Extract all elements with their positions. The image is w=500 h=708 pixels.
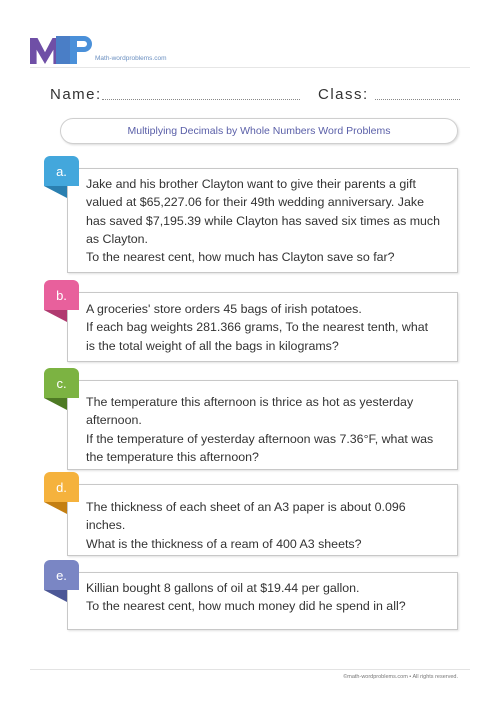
- question-b-tab: b.: [44, 280, 79, 310]
- question-a-text: [86, 175, 447, 266]
- question-a-tab: a.: [44, 156, 79, 186]
- question-d-fold: [44, 502, 67, 514]
- question-d-box: [67, 484, 458, 556]
- question-line: inches.: [86, 518, 126, 533]
- question-line: What is the thickness of a ream of 400 A3 sheets?: [86, 536, 362, 551]
- question-line: Jake and his brother Clayton want to give their parents a gift: [86, 177, 416, 191]
- name-field[interactable]: [102, 99, 300, 100]
- worksheet-title: Multiplying Decimals by Whole Numbers Word Problems: [127, 125, 391, 137]
- question-line: as Clayton.: [86, 231, 148, 246]
- name-label: Name:: [50, 86, 102, 103]
- worksheet-title-box: [60, 118, 458, 144]
- question-c-fold: [44, 398, 67, 410]
- question-c-box: [67, 380, 458, 470]
- question-a-fold: [44, 186, 67, 198]
- question-e-box: [67, 572, 458, 630]
- footer-divider: [30, 669, 470, 670]
- question-line: If the temperature of yesterday afternoon was 7.36°F, what was: [86, 431, 434, 446]
- question-line: The temperature this afternoon is thrice as hot as yesterday: [86, 395, 414, 409]
- question-a-box: [67, 168, 458, 273]
- question-c-tab: c.: [44, 368, 79, 398]
- question-e-fold: [44, 590, 67, 602]
- question-c-text: [86, 393, 447, 466]
- header-divider: [30, 67, 470, 68]
- question-line: A groceries' store orders 45 bags of irish potatoes.: [86, 302, 362, 316]
- question-line: the temperature this afternoon?: [86, 449, 259, 464]
- question-line: To the nearest cent, how much has Clayton save so far?: [86, 250, 395, 265]
- question-line: has saved $7,195.39 while Clayton has saved six times as much: [86, 213, 441, 228]
- question-line: afternoon.: [86, 413, 142, 428]
- question-e-tab: e.: [44, 560, 79, 590]
- question-d-tab: d.: [44, 472, 79, 502]
- question-b-fold: [44, 310, 67, 322]
- question-line: is the total weight of all the bags in kilograms?: [86, 338, 339, 353]
- footer-copyright: ©math-wordproblems.com • All rights reserved.: [343, 674, 458, 680]
- question-line: If each bag weights 281.366 grams, To the nearest tenth, what: [86, 320, 429, 335]
- logo-text: Math-wordproblems.com: [95, 55, 167, 62]
- logo-mark-icon: [30, 36, 102, 64]
- name-class-row: [50, 86, 460, 104]
- question-line: To the nearest cent, how much money did he spend in all?: [86, 599, 406, 614]
- logo: [30, 36, 102, 64]
- question-b-box: [67, 292, 458, 362]
- question-line: The thickness of each sheet of an A3 paper is about 0.096: [86, 500, 406, 514]
- question-line: valued at $65,227.06 for their 49th wedding anniversary. Jake: [86, 195, 424, 210]
- question-e-text: [86, 579, 447, 616]
- class-field[interactable]: [375, 99, 460, 100]
- class-label: Class:: [318, 86, 369, 103]
- question-d-text: [86, 498, 447, 553]
- question-b-text: [86, 300, 447, 355]
- question-line: Killian bought 8 gallons of oil at $19.44 per gallon.: [86, 581, 360, 595]
